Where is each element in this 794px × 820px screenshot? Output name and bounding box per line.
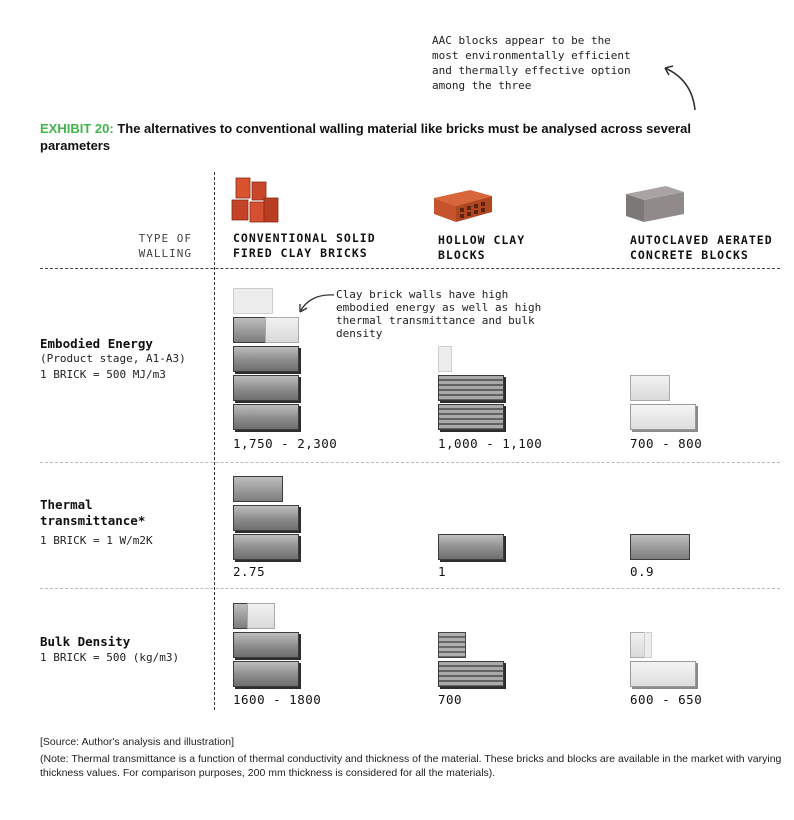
type-of-walling-label: TYPE OF WALLING bbox=[138, 232, 192, 260]
hollow-clay-blocks-icon bbox=[430, 184, 496, 224]
brick-unit bbox=[233, 375, 299, 401]
value-hollow-embodied-energy: 1,000 - 1,100 bbox=[438, 436, 543, 451]
row-divider bbox=[40, 462, 780, 463]
brick-unit bbox=[233, 661, 299, 687]
brick-unit bbox=[233, 346, 299, 372]
brick-partial bbox=[233, 317, 267, 343]
exhibit-tag: EXHIBIT 20: bbox=[40, 121, 114, 136]
footnote-text: (Note: Thermal transmittance is a function of thermal conductivity and thickness of the material. These bricks and blocks are available in the market with varying thickness values. For comparison purposes, 200 mm thickness is considered for all the materials). bbox=[40, 753, 782, 779]
row-unit-thermal-transmittance: 1 BRICK = 1 W/m2K bbox=[40, 534, 153, 547]
brick-partial bbox=[438, 632, 466, 658]
curved-arrow-icon bbox=[655, 60, 705, 115]
brick-unit bbox=[438, 404, 504, 430]
row-title-thermal-transmittance: Thermal transmittance* bbox=[40, 497, 146, 528]
row-unit-bulk-density: 1 BRICK = 500 (kg/m3) bbox=[40, 651, 180, 664]
brick-partial-range bbox=[233, 288, 273, 314]
value-aac-embodied-energy: 700 - 800 bbox=[630, 436, 703, 451]
clay-brick-callout-text: Clay brick walls have high embodied energy as well as high thermal transmittance and bulk density bbox=[336, 288, 542, 340]
brick-unit bbox=[438, 534, 504, 560]
brick-unit bbox=[233, 505, 299, 531]
brick-partial bbox=[233, 476, 283, 502]
callout-arrow-icon bbox=[296, 290, 338, 318]
row-title-bulk-density: Bulk Density bbox=[40, 634, 131, 649]
value-clay-embodied-energy: 1,750 - 2,300 bbox=[233, 436, 338, 451]
brick-unit bbox=[438, 375, 504, 401]
row-unit-embodied-energy: 1 BRICK = 500 MJ/m3 bbox=[40, 368, 166, 381]
value-aac-bulk-density: 600 - 650 bbox=[630, 692, 703, 707]
brick-partial-range bbox=[644, 632, 652, 658]
brick-unit bbox=[233, 632, 299, 658]
brick-partial-range bbox=[438, 346, 452, 372]
aac-block-icon bbox=[624, 184, 686, 224]
value-clay-thermal-transmittance: 2.75 bbox=[233, 564, 266, 579]
column-divider bbox=[214, 172, 215, 710]
column-header-hollow-blocks: HOLLOW CLAY BLOCKS bbox=[438, 233, 526, 262]
value-clay-bulk-density: 1600 - 1800 bbox=[233, 692, 322, 707]
brick-partial bbox=[630, 375, 670, 401]
brick-unit bbox=[438, 661, 504, 687]
brick-unit bbox=[233, 534, 299, 560]
column-header-aac-blocks: AUTOCLAVED AERATED CONCRETE BLOCKS bbox=[630, 233, 773, 262]
value-hollow-bulk-density: 700 bbox=[438, 692, 463, 707]
row-title-embodied-energy: Embodied Energy bbox=[40, 336, 153, 351]
header-divider bbox=[40, 268, 780, 269]
value-hollow-thermal-transmittance: 1 bbox=[438, 564, 447, 579]
column-header-clay-bricks: CONVENTIONAL SOLID FIRED CLAY BRICKS bbox=[233, 231, 376, 260]
row-subtitle-embodied-energy: (Product stage, A1-A3) bbox=[40, 352, 186, 365]
top-callout-text: AAC blocks appear to be the most environmentally efficient and thermally effective option among the three bbox=[432, 34, 631, 92]
source-text: [Source: Author's analysis and illustration] bbox=[40, 736, 235, 748]
brick-partial-range bbox=[265, 317, 299, 343]
brick-partial-range bbox=[247, 603, 275, 629]
exhibit-title-text: The alternatives to conventional walling material like bricks must be analysed across several parameters bbox=[40, 121, 691, 153]
brick-unit bbox=[630, 661, 696, 687]
red-clay-bricks-icon bbox=[230, 176, 282, 226]
brick-unit bbox=[630, 404, 696, 430]
row-divider bbox=[40, 588, 780, 589]
brick-unit bbox=[233, 404, 299, 430]
brick-partial bbox=[630, 534, 690, 560]
value-aac-thermal-transmittance: 0.9 bbox=[630, 564, 655, 579]
exhibit-title bbox=[40, 120, 760, 154]
